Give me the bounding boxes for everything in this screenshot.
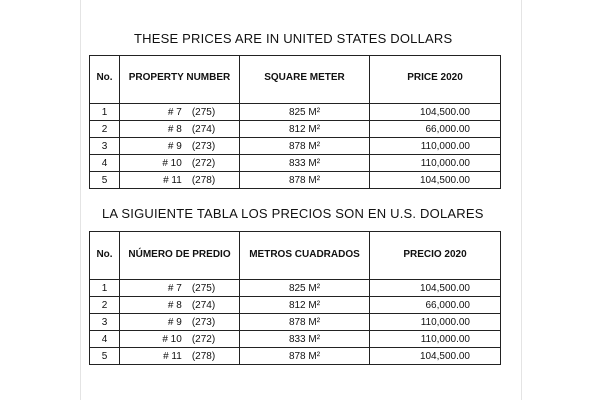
property-number-cell [120, 104, 240, 121]
price-value: 110,000.00 [420, 157, 470, 169]
property-hash: # 10 [162, 333, 182, 345]
property-hash: # 11 [163, 174, 182, 186]
property-code: (275) [191, 106, 216, 118]
property-number-cell [120, 172, 240, 189]
property-code: (272) [191, 333, 216, 345]
header-price: PRICE 2020 [370, 56, 501, 104]
area-cell: 812 M² [240, 121, 370, 138]
spanish-table-heading: LA SIGUIENTE TABLA LOS PRECIOS SON EN U.S. DOLARES [102, 206, 484, 221]
property-code: (278) [191, 350, 216, 362]
area-cell: 825 M² [240, 280, 370, 297]
property-hash: # 8 [167, 299, 182, 311]
property-hash: # 7 [167, 106, 182, 118]
price-value: 104,500.00 [419, 174, 470, 186]
price-cell [370, 104, 501, 121]
property-number-cell [120, 331, 240, 348]
property-number-cell [120, 155, 240, 172]
property-code: (278) [191, 174, 216, 186]
property-hash: # 9 [167, 140, 182, 152]
row-number: 5 [90, 348, 120, 365]
table-row [90, 138, 501, 155]
table-row [90, 297, 501, 314]
area-cell: 878 M² [240, 172, 370, 189]
price-value: 104,500.00 [419, 350, 470, 362]
property-code: (275) [191, 282, 216, 294]
price-value: 110,000.00 [420, 140, 470, 152]
table-row [90, 104, 501, 121]
row-number: 1 [90, 104, 120, 121]
area-cell: 878 M² [240, 348, 370, 365]
english-price-table [89, 55, 501, 189]
english-table-heading: THESE PRICES ARE IN UNITED STATES DOLLARS [134, 31, 453, 46]
row-number: 2 [90, 297, 120, 314]
property-number-cell [120, 314, 240, 331]
price-value: 104,500.00 [419, 106, 470, 118]
header-square-meter: SQUARE METER [240, 56, 370, 104]
price-cell [370, 297, 501, 314]
table-row [90, 314, 501, 331]
price-value: 66,000.00 [425, 123, 470, 135]
header-numero-de-predio: NÚMERO DE PREDIO [120, 232, 240, 280]
property-hash: # 11 [163, 350, 182, 362]
property-number-cell [120, 138, 240, 155]
table-row [90, 172, 501, 189]
row-number: 3 [90, 138, 120, 155]
property-code: (274) [191, 299, 216, 311]
header-metros-cuadrados: METROS CUADRADOS [240, 232, 370, 280]
row-number: 5 [90, 172, 120, 189]
spanish-price-table [89, 231, 501, 365]
row-number: 1 [90, 280, 120, 297]
property-number-cell [120, 121, 240, 138]
row-number: 4 [90, 331, 120, 348]
table-row [90, 280, 501, 297]
area-cell: 833 M² [240, 331, 370, 348]
area-cell: 812 M² [240, 297, 370, 314]
price-cell [370, 155, 501, 172]
property-number-cell [120, 280, 240, 297]
price-value: 104,500.00 [419, 282, 470, 294]
area-cell: 878 M² [240, 314, 370, 331]
property-code: (272) [191, 157, 216, 169]
price-cell [370, 172, 501, 189]
header-no: No. [90, 232, 120, 280]
property-code: (273) [191, 140, 216, 152]
table-row [90, 155, 501, 172]
table-header-row [90, 56, 501, 104]
table-row [90, 331, 501, 348]
row-number: 3 [90, 314, 120, 331]
price-cell [370, 314, 501, 331]
price-value: 66,000.00 [425, 299, 470, 311]
price-cell [370, 280, 501, 297]
table-row [90, 348, 501, 365]
price-cell [370, 331, 501, 348]
row-number: 2 [90, 121, 120, 138]
table-row [90, 121, 501, 138]
property-hash: # 9 [167, 316, 182, 328]
property-hash: # 7 [167, 282, 182, 294]
area-cell: 878 M² [240, 138, 370, 155]
price-cell [370, 348, 501, 365]
property-hash: # 8 [167, 123, 182, 135]
table-header-row [90, 232, 501, 280]
property-number-cell [120, 348, 240, 365]
header-precio: PRECIO 2020 [370, 232, 501, 280]
price-cell [370, 121, 501, 138]
header-property-number: PROPERTY NUMBER [120, 56, 240, 104]
row-number: 4 [90, 155, 120, 172]
price-cell [370, 138, 501, 155]
area-cell: 825 M² [240, 104, 370, 121]
property-hash: # 10 [162, 157, 182, 169]
property-code: (273) [191, 316, 216, 328]
area-cell: 833 M² [240, 155, 370, 172]
property-code: (274) [191, 123, 216, 135]
header-no: No. [90, 56, 120, 104]
price-value: 110,000.00 [420, 333, 470, 345]
property-number-cell [120, 297, 240, 314]
price-value: 110,000.00 [420, 316, 470, 328]
